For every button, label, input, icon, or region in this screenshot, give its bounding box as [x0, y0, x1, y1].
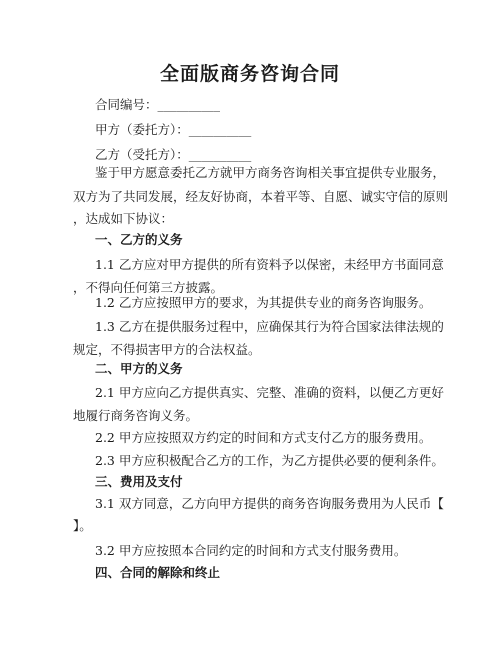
clause-1-1-line-2: ，不得向任何第三方披露。: [73, 280, 224, 295]
clause-3-1-line-1: 3.1 双方同意，乙方向甲方提供的商务咨询服务费用为人民币【: [95, 496, 444, 511]
intro-line-1: 鉴于甲方愿意委托乙方就甲方商务咨询相关事宜提供专业服务，: [95, 165, 446, 180]
intro-line-3: ，达成如下协议：: [73, 211, 174, 226]
clause-2-2: 2.2 甲方应按照双方约定的时间和方式支付乙方的服务费用。: [95, 430, 432, 445]
clause-1-3-line-2: 规定，不得损害甲方的合法权益。: [73, 342, 261, 357]
section-2-heading: 二、甲方的义务: [95, 361, 183, 376]
intro-line-2: 双方为了共同发展，经友好协商，本着平等、自愿、诚实守信的原则: [73, 189, 449, 204]
clause-2-1-line-2: 地履行商务咨询义务。: [73, 408, 199, 423]
clause-3-2: 3.2 甲方应按照本合同约定的时间和方式支付服务费用。: [95, 543, 407, 558]
clause-1-3-line-1: 1.3 乙方在提供服务过程中，应确保其行为符合国家法律法规的: [95, 319, 444, 334]
contract-number-field: 合同编号：__________: [95, 97, 221, 112]
clause-1-2: 1.2 乙方应按照甲方的要求，为其提供专业的商务咨询服务。: [95, 295, 432, 310]
section-1-heading: 一、乙方的义务: [95, 232, 183, 247]
clause-2-3: 2.3 甲方应积极配合乙方的工作，为乙方提供必要的便利条件。: [95, 453, 444, 468]
section-3-heading: 三、费用及支付: [95, 474, 183, 489]
party-b-field: 乙方（受托方）：__________: [95, 147, 252, 162]
section-4-heading: 四、合同的解除和终止: [95, 565, 221, 580]
clause-2-1-line-1: 2.1 甲方应向乙方提供真实、完整、准确的资料，以便乙方更好: [95, 385, 444, 400]
clause-3-1-line-2: 】。: [73, 518, 92, 533]
document-title: 全面版商务咨询合同: [159, 63, 340, 85]
clause-1-1-line-1: 1.1 乙方应对甲方提供的所有资料予以保密，未经甲方书面同意: [95, 257, 444, 272]
party-a-field: 甲方（委托方）：__________: [95, 122, 252, 137]
